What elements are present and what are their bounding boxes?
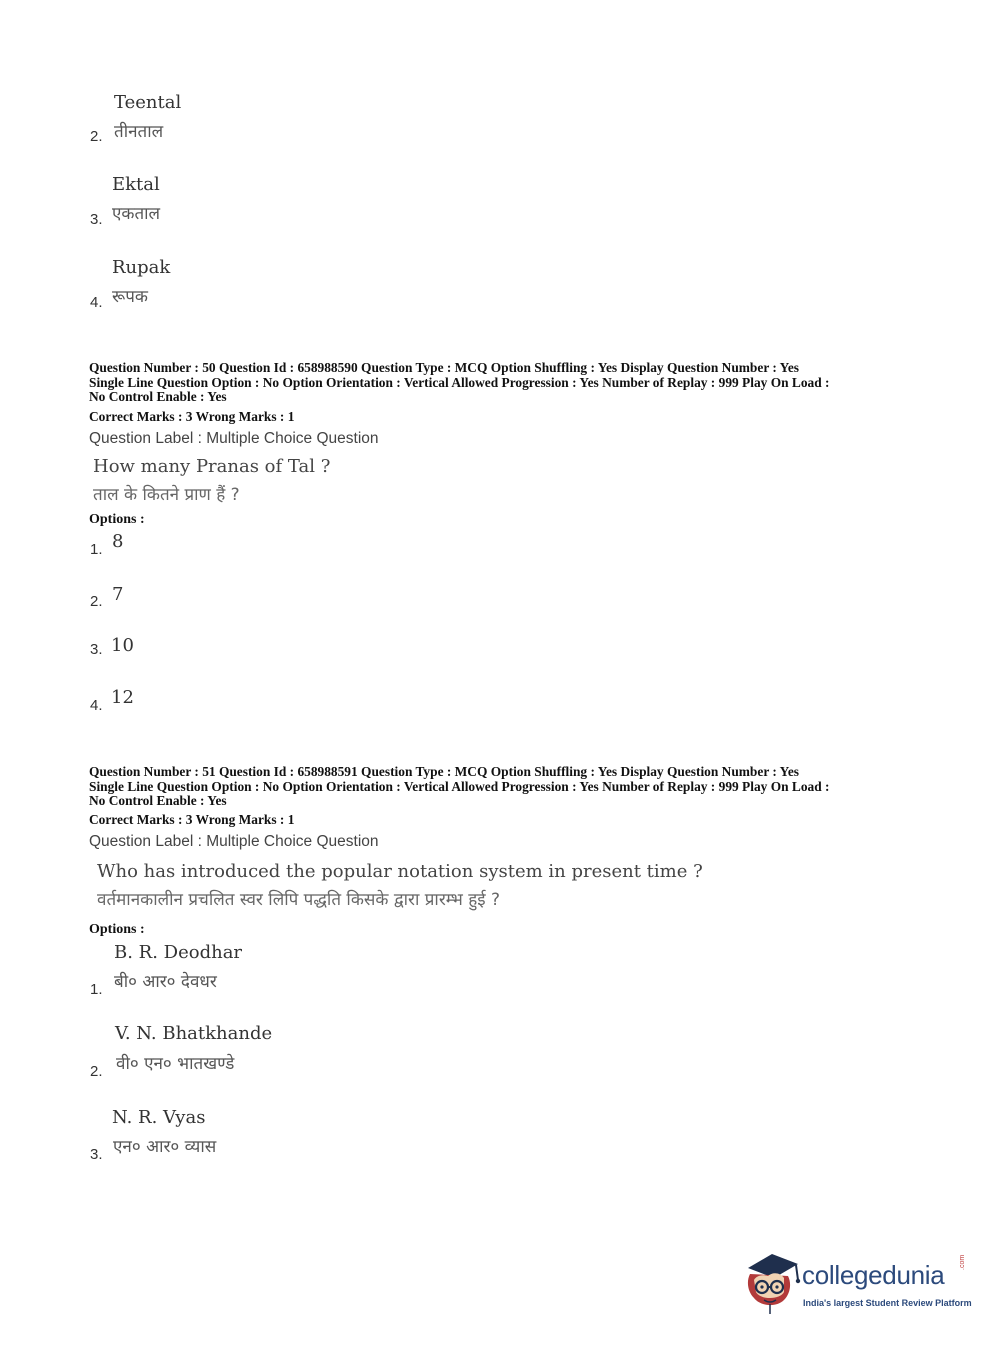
option-2-hindi: तीनताल: [114, 122, 164, 142]
option-1-hindi: बी० आर० देवधर: [114, 972, 217, 992]
option-2-number: 2.: [90, 1063, 103, 1080]
question-meta-line: Question Number : 51 Question Id : 658988591 Question Type : MCQ Option Shuffling : Yes Display Question Number : Yes: [89, 764, 800, 779]
brand-tld: .com: [959, 1254, 966, 1270]
option-number: 1.: [90, 541, 103, 558]
question-meta-line: No Control Enable : Yes: [89, 389, 227, 404]
option-2-number: 2.: [90, 128, 103, 145]
option-number: 2.: [90, 593, 103, 610]
option-1-english: B. R. Deodhar: [114, 942, 243, 963]
question-meta-line: Single Line Question Option : No Option Orientation : Vertical Allowed Progression : Yes Number of Replay : 999 Play On Load :: [89, 374, 830, 390]
question-text-english: How many Pranas of Tal ?: [93, 456, 331, 477]
option-4-number: 4.: [90, 294, 103, 311]
option-3-hindi: एन० आर० व्यास: [113, 1137, 217, 1157]
option-3-number: 3.: [90, 211, 103, 228]
option-3-english: Ektal: [112, 174, 160, 195]
question-label: Question Label : Multiple Choice Question: [89, 430, 379, 447]
question-text-english: Who has introduced the popular notation system in present time ?: [97, 861, 703, 882]
collegedunia-logo: [742, 1248, 972, 1318]
option-2-english: V. N. Bhatkhande: [115, 1023, 273, 1044]
option-number: 4.: [90, 697, 103, 714]
question-marks: Correct Marks : 3 Wrong Marks : 1: [89, 409, 295, 424]
options-heading: Options :: [89, 922, 145, 937]
question-meta-line: Question Number : 50 Question Id : 658988590 Question Type : MCQ Option Shuffling : Yes Display Question Number : Yes: [89, 360, 800, 375]
option-2-hindi: वी० एन० भातखण्डे: [116, 1054, 235, 1074]
brand-tagline: India's largest Student Review Platform: [803, 1298, 972, 1308]
question-meta-line: No Control Enable : Yes: [89, 793, 227, 808]
brand-name: collegedunia: [802, 1260, 945, 1290]
question-text-hindi: वर्तमानकालीन प्रचलित स्वर लिपि पद्धति किसके द्वारा प्रारम्भ हुई ?: [97, 890, 501, 910]
option-value: 8: [112, 531, 124, 552]
mascot-icon: [742, 1248, 802, 1314]
option-value: 10: [111, 635, 134, 656]
question-meta-line: Single Line Question Option : No Option Orientation : Vertical Allowed Progression : Yes Number of Replay : 999 Play On Load :: [89, 778, 830, 794]
option-3-number: 3.: [90, 1146, 103, 1163]
option-1-number: 1.: [90, 981, 103, 998]
option-3-hindi: एकताल: [112, 204, 161, 224]
options-heading: Options :: [89, 512, 145, 527]
option-number: 3.: [90, 641, 103, 658]
option-4-english: Rupak: [112, 257, 171, 278]
option-3-english: N. R. Vyas: [112, 1107, 206, 1128]
question-text-hindi: ताल के कितने प्राण हैं ?: [93, 485, 240, 505]
question-label: Question Label : Multiple Choice Question: [89, 833, 379, 850]
option-2-english: Teental: [114, 92, 182, 113]
option-4-hindi: रूपक: [112, 287, 148, 307]
question-marks: Correct Marks : 3 Wrong Marks : 1: [89, 812, 295, 827]
option-value: 12: [111, 687, 134, 708]
option-value: 7: [112, 584, 124, 605]
